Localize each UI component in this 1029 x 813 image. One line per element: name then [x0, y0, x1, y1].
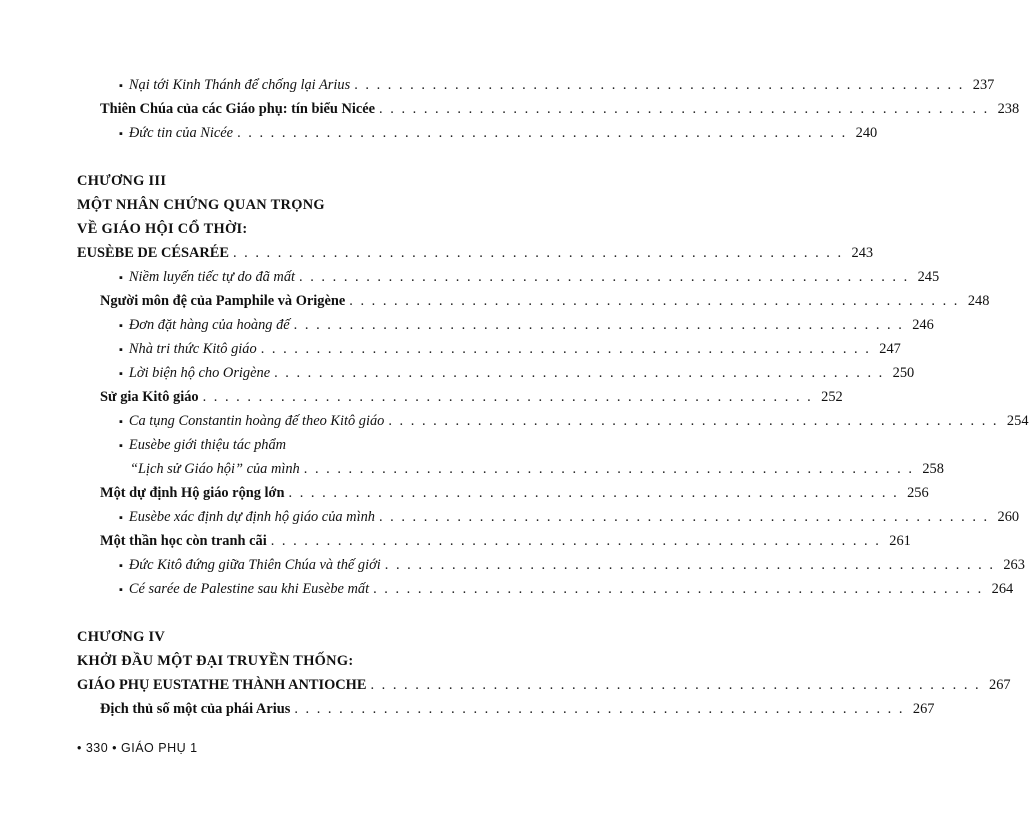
toc-entry-page: 240 [855, 125, 878, 141]
bullet-icon: ▪ [119, 584, 123, 596]
toc-entry-title: Eusèbe giới thiệu tác phẩm [128, 437, 287, 453]
toc-entry[interactable] [119, 124, 878, 143]
toc-entry-page: 247 [879, 341, 901, 357]
dot-leader: . . . . . . . . . . . . . . . . . . . . . . . . . . . . . . . . . . . . . . . . . . . . . . . . . . . . . . . [378, 509, 990, 525]
toc-entry-title: Sử gia Kitô giáo [100, 389, 199, 405]
toc-entry-page: 243 [851, 245, 874, 261]
toc-entry-title: Ca tụng Constantin hoàng đế theo Kitô giáo [128, 413, 385, 429]
bullet-icon: ▪ [119, 440, 123, 452]
toc-entry[interactable] [119, 316, 934, 335]
dot-leader: . . . . . . . . . . . . . . . . . . . . . . . . . . . . . . . . . . . . . . . . . . . . . . . . . . . . . . . [237, 125, 848, 141]
toc-entry-page: 260 [997, 509, 1020, 525]
dot-leader: . . . . . . . . . . . . . . . . . . . . . . . . . . . . . . . . . . . . . . . . . . . . . . . . . . . . . . . [293, 317, 904, 333]
dot-leader: . . . . . . . . . . . . . . . . . . . . . . . . . . . . . . . . . . . . . . . . . . . . . . . . . . . . . . . [303, 461, 914, 477]
toc-entry[interactable] [100, 484, 929, 502]
toc-entry-title: Địch thủ số một của phái Arius [100, 701, 291, 717]
toc-entry-page: 252 [821, 389, 843, 405]
dot-leader: . . . . . . . . . . . . . . . . . . . . . . . . . . . . . . . . . . . . . . . . . . . . . . . . . . . . . . . [299, 269, 910, 285]
toc-entry[interactable] [100, 100, 1020, 118]
toc-entry[interactable] [100, 292, 990, 310]
page-footer: • 330 • GIÁO PHỤ 1 [77, 741, 198, 755]
toc-entry-title: Thiên Chúa của các Giáo phụ: tín biểu Nicée [100, 101, 376, 117]
toc-entry-page: 261 [889, 533, 911, 549]
toc-entry[interactable] [77, 244, 874, 262]
toc-entry[interactable] [119, 580, 1014, 599]
bullet-icon: ▪ [119, 512, 123, 524]
bullet-icon: ▪ [119, 320, 123, 332]
toc-entry-page: 267 [989, 677, 1011, 693]
toc-entry-title: Lời biện hộ cho Origène [128, 365, 271, 381]
toc-entry-page: 256 [907, 485, 929, 501]
bullet-icon: ▪ [119, 368, 123, 380]
chapter-title-line: VỀ GIÁO HỘI CỔ THỜI: [77, 221, 248, 237]
bullet-icon: ▪ [119, 560, 123, 572]
dot-leader: . . . . . . . . . . . . . . . . . . . . . . . . . . . . . . . . . . . . . . . . . . . . . . . . . . . . . . . [370, 677, 981, 693]
toc-entry-page: 267 [912, 701, 935, 717]
bullet-icon: ▪ [119, 416, 123, 428]
toc-entry-title: Một thần học còn tranh cãi [100, 533, 267, 549]
toc-entry-title: “Lịch sử Giáo hội” của mình [130, 461, 300, 477]
toc-entry-title: Niềm luyến tiếc tự do đã mất [128, 269, 296, 285]
toc-entry[interactable] [119, 76, 995, 95]
toc-entry-title: Một dự định Hộ giáo rộng lớn [100, 485, 285, 501]
toc-entry[interactable] [119, 364, 915, 383]
toc-entry[interactable] [119, 412, 1029, 431]
chapter-label: CHƯƠNG III [77, 173, 167, 189]
toc-entry-page: 254 [1006, 413, 1029, 429]
dot-leader: . . . . . . . . . . . . . . . . . . . . . . . . . . . . . . . . . . . . . . . . . . . . . . . . . . . . . . . [294, 701, 905, 717]
toc-entry-title: Nại tới Kinh Thánh để chống lại Arius [128, 77, 351, 93]
bullet-icon: ▪ [119, 344, 123, 356]
bullet-icon: ▪ [119, 80, 123, 92]
toc-entry-title: Cé sarée de Palestine sau khi Eusèbe mất [128, 581, 370, 597]
dot-leader: . . . . . . . . . . . . . . . . . . . . . . . . . . . . . . . . . . . . . . . . . . . . . . . . . . . . . . . [388, 413, 999, 429]
toc-entry-title: Đức Kitô đứng giữa Thiên Chúa và thế giới [128, 557, 381, 573]
toc-entry[interactable] [119, 436, 462, 455]
chapter-title-line: KHỞI ĐẦU MỘT ĐẠI TRUYỀN THỐNG: [77, 653, 354, 669]
dot-leader: . . . . . . . . . . . . . . . . . . . . . . . . . . . . . . . . . . . . . . . . . . . . . . . . . . . . . . . [288, 485, 899, 501]
dot-leader: . . . . . . . . . . . . . . . . . . . . . . . . . . . . . . . . . . . . . . . . . . . . . . . . . . . . . . . [349, 293, 960, 309]
toc-entry[interactable] [119, 556, 1025, 575]
chapter-title-line: MỘT NHÂN CHỨNG QUAN TRỌNG [77, 197, 325, 213]
toc-entry[interactable] [100, 532, 911, 550]
toc-entry[interactable] [119, 340, 901, 359]
bullet-icon: ▪ [119, 128, 123, 140]
toc-entry-title: EUSÈBE DE CÉSARÉE [77, 245, 229, 261]
chapter-label: CHƯƠNG IV [77, 629, 166, 645]
toc-entry[interactable] [100, 700, 935, 718]
dot-leader: . . . . . . . . . . . . . . . . . . . . . . . . . . . . . . . . . . . . . . . . . . . . . . . . . . . . . . . [379, 101, 990, 117]
toc-entry-title: Eusèbe xác định dự định hộ giáo của mình [128, 509, 375, 525]
toc-entry[interactable] [77, 676, 1011, 694]
dot-leader: . . . . . . . . . . . . . . . . . . . . . . . . . . . . . . . . . . . . . . . . . . . . . . . . . . . . . . . [270, 533, 881, 549]
toc-entry-page: 238 [997, 101, 1020, 117]
dot-leader: . . . . . . . . . . . . . . . . . . . . . . . . . . . . . . . . . . . . . . . . . . . . . . . . . . . . . . . [384, 557, 995, 573]
toc-entry-title: Người môn đệ của Pamphile và Origène [100, 293, 346, 309]
bullet-icon: ▪ [119, 272, 123, 284]
toc-entry-page: 237 [972, 77, 995, 93]
toc-entry[interactable] [119, 268, 940, 287]
toc-entry[interactable] [100, 388, 843, 406]
toc-entry-page: 246 [912, 317, 934, 333]
toc-entry-page: 250 [892, 365, 915, 381]
dot-leader: . . . . . . . . . . . . . . . . . . . . . . . . . . . . . . . . . . . . . . . . . . . . . . . . . . . . . . . [373, 581, 984, 597]
toc-entry-continuation[interactable] [130, 460, 944, 478]
toc-entry-page: 264 [991, 581, 1014, 597]
toc-entry-title: Đơn đặt hàng của hoàng đế [128, 317, 290, 333]
dot-leader: . . . . . . . . . . . . . . . . . . . . . . . . . . . . . . . . . . . . . . . . . . . . . . . . . . . . . . . [354, 77, 965, 93]
toc-entry-page: 245 [917, 269, 940, 285]
dot-leader: . . . . . . . . . . . . . . . . . . . . . . . . . . . . . . . . . . . . . . . . . . . . . . . . . . . . . . . [260, 341, 871, 357]
dot-leader: . . . . . . . . . . . . . . . . . . . . . . . . . . . . . . . . . . . . . . . . . . . . . . . . . . . . . . . [232, 245, 844, 261]
toc-entry-title: GIÁO PHỤ EUSTATHE THÀNH ANTIOCHE [77, 677, 367, 693]
toc-entry-page: 248 [967, 293, 990, 309]
dot-leader: . . . . . . . . . . . . . . . . . . . . . . . . . . . . . . . . . . . . . . . . . . . . . . . . . . . . . . . [274, 365, 885, 381]
toc-entry-page: 263 [1003, 557, 1025, 573]
toc-entry-title: Đức tin của Nicée [128, 125, 234, 141]
toc-entry[interactable] [119, 508, 1020, 527]
dot-leader: . . . . . . . . . . . . . . . . . . . . . . . . . . . . . . . . . . . . . . . . . . . . . . . . . . . . . . . [202, 389, 813, 405]
toc-entry-title: Nhà tri thức Kitô giáo [128, 341, 257, 357]
toc-entry-page: 258 [922, 461, 944, 477]
